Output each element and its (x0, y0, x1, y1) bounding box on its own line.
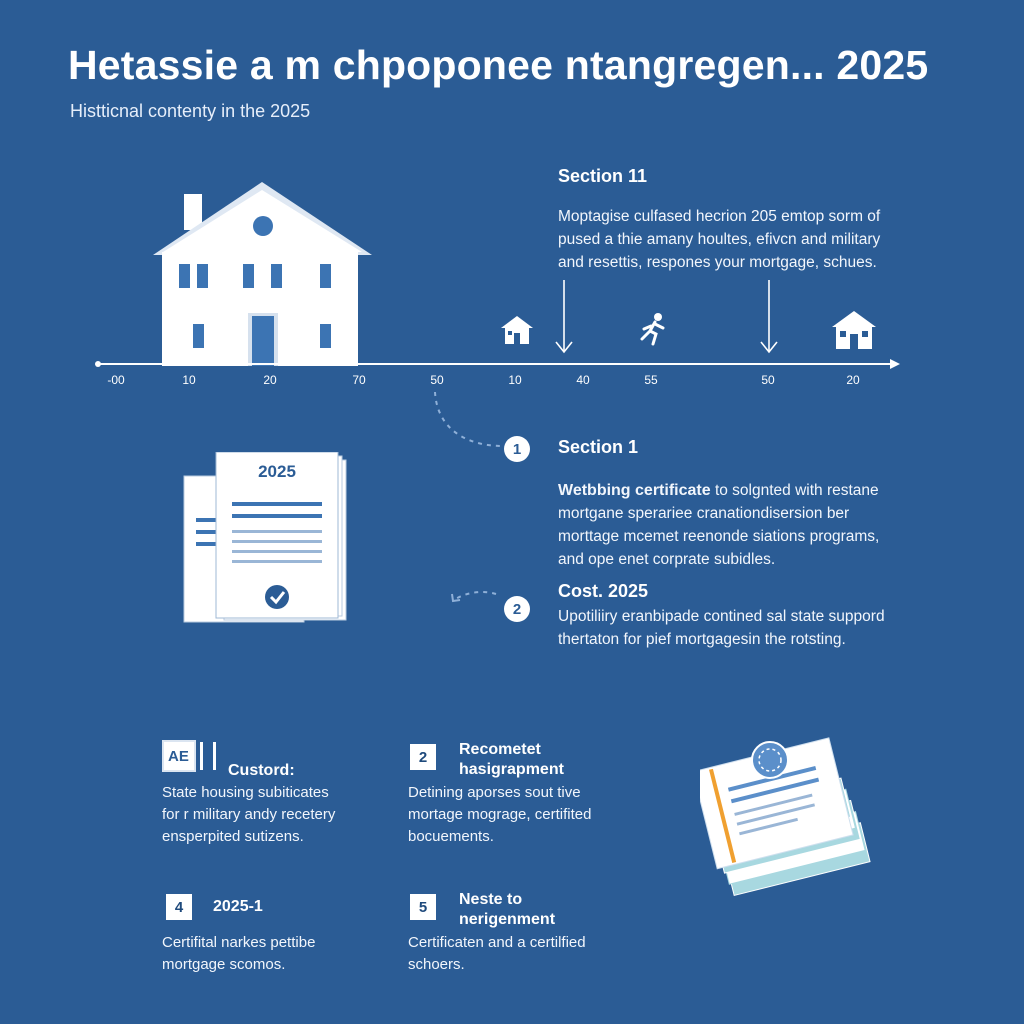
timeline-tick-label: -00 (107, 373, 125, 387)
house-illustration (150, 180, 375, 368)
down-arrow-icon (758, 280, 780, 356)
card-title: Recometet hasigrapment (459, 741, 564, 778)
card-number-badge: 4 (166, 894, 192, 920)
card-text: Detining aporses sout tive mortage mograge, certifited bocuements. (408, 784, 592, 845)
step-number-badge: 2 (504, 596, 530, 622)
step2-heading: Cost. 2025 (558, 581, 649, 601)
step-number-badge: 1 (504, 436, 530, 462)
section-top-heading: Section 11 (558, 166, 648, 186)
card-text: Certifital narkes pettibe mortgage scomos. (162, 934, 316, 973)
timeline-tick-label: 55 (644, 373, 658, 387)
card-title: Custord: (228, 762, 295, 779)
card-title: 2025-1 (213, 898, 263, 915)
step1-text: Wetbbing certificate to solgnted with restane mortgane sperariee cranationdisersion ber morttage mcemet reenonde siations programs, and ope enet corprate subidles. (558, 482, 880, 568)
step2-text: Upotiliiry eranbipade contined sal state suppord thertaton for pief mortgagesin the rotsting. (558, 608, 885, 648)
timeline-tick-label: 50 (761, 373, 775, 387)
dashed-connector (448, 588, 503, 608)
card-badge-icon: AE (162, 740, 196, 772)
timeline-tick-label: 40 (576, 373, 590, 387)
timeline-tick-label: 70 (352, 373, 366, 387)
page-title: Hetassie a m chpoponee ntangregen... 2025 (68, 42, 929, 88)
card-text: Certificaten and a certilfied schoers. (408, 934, 586, 973)
small-house-icon (500, 314, 534, 346)
card-text: State housing subiticates for r military andy recetery ensperpited sutizens. (162, 784, 336, 845)
timeline-tick-label: 50 (430, 373, 444, 387)
document-year: 2025 (258, 462, 296, 481)
timeline-tick-label: 10 (182, 373, 196, 387)
card-title: Neste to nerigenment (459, 891, 556, 928)
paper-stack-illustration (700, 730, 880, 910)
down-arrow-icon (553, 280, 575, 356)
house-icon (830, 309, 878, 351)
card-number-badge: 2 (410, 744, 436, 770)
timeline-tick-label: 20 (846, 373, 860, 387)
step1-heading: Section 1 (558, 437, 639, 457)
section-top-text: Moptagise culfased hecrion 205 emtop sorm of pused a thie amany houltes, efivcn and military and resettis, respones your mortgage, schues. (558, 208, 881, 271)
page-subtitle: Histticnal contenty in the 2025 (70, 101, 311, 121)
timeline-tick-label: 10 (508, 373, 522, 387)
running-person-icon (636, 312, 670, 346)
certificate-document (180, 452, 350, 627)
timeline-tick-label: 20 (263, 373, 277, 387)
card-number-badge: 5 (410, 894, 436, 920)
timeline-axis (90, 355, 905, 375)
book-icon (200, 742, 216, 770)
dashed-connector (425, 388, 515, 458)
